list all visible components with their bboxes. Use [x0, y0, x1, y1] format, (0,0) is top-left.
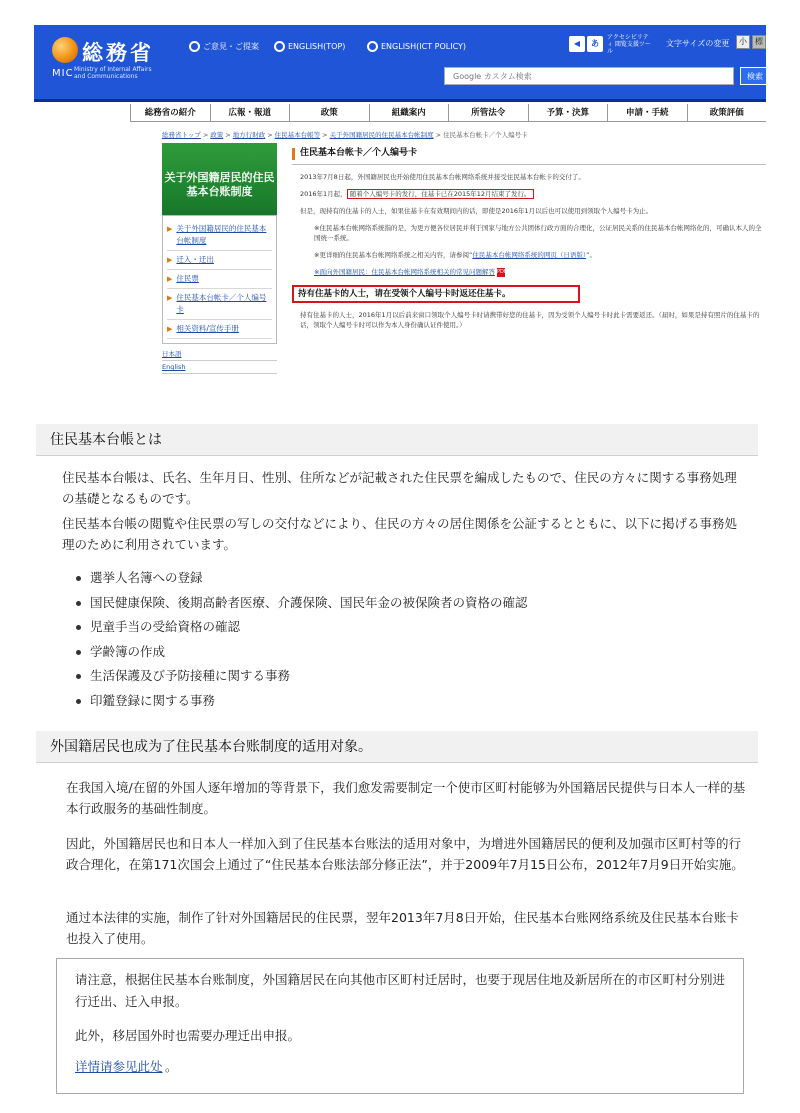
speaker-icon: ◀ [569, 36, 585, 52]
triangle-bullet-icon: ▶ [167, 294, 173, 302]
sidebar-item-system[interactable]: ▶ 关于外国籍居民的住民基本台帐制度 [167, 220, 272, 251]
triangle-bullet-icon: ▶ [167, 275, 173, 283]
logo-japanese: 総務省 [82, 41, 154, 65]
left-sidebar [162, 143, 277, 400]
section2-paragraph: 通过本法律的实施，制作了针对外国籍居民的住民票，翌年2013年7月8日开始，住民基本台账网络系统及住民基本台账卡也投入了使用。 [66, 910, 739, 946]
details-link-period: 。 [165, 1059, 178, 1074]
content-note [314, 267, 766, 277]
global-nav [130, 104, 766, 122]
content-note: ※更详细的住民基本台帐网络系统之相关内容，请参阅“住民基本台帐网络系统的网页（日语版）”。 [314, 251, 596, 259]
return-card-notice: 持有住基卡的人士，请在受领个人编号卡时返还住基卡。 [292, 285, 580, 303]
usage-list [72, 566, 732, 713]
language-links [162, 347, 277, 374]
content-paragraph: 2016年1月起， 随着个人编号卡的发行，住基卡已在2015年12月结束了发行。 [300, 189, 766, 199]
search-input[interactable] [444, 67, 734, 85]
content-heading: 住民基本台帐卡／个人编号卡 [292, 143, 766, 165]
font-size-small-button[interactable]: 小 [736, 35, 750, 49]
breadcrumb-item[interactable]: 关于外国籍居民的住民基本台帐制度 [329, 131, 434, 139]
triangle-bullet-icon: ▶ [167, 325, 173, 333]
nav-organization[interactable]: 組織案内 [369, 104, 449, 121]
site-header [34, 25, 766, 102]
juki-net-link[interactable]: 住民基本台帐网络系统的网页（日语版） [472, 251, 587, 259]
link-english-top[interactable]: ENGLISH(TOP) [274, 39, 345, 53]
nav-about[interactable]: 総務省の紹介 [130, 104, 210, 121]
notice-paragraph: 请注意，根据住民基本台账制度，外国籍居民在向其他市区町村迁居时，也要于现居住地及新居所在的市区町村分别进行迁出、迁入申报。 [75, 972, 726, 1009]
nav-policy[interactable]: 政策 [289, 104, 369, 121]
list-item: 選挙人名簿への登録 [72, 566, 732, 591]
link-english-ict[interactable]: ENGLISH(ICT POLICY) [367, 39, 466, 53]
breadcrumb-item[interactable]: 政策 [210, 131, 224, 139]
logo-english: Ministry of Internal Affairs and Communications [74, 66, 152, 80]
lang-link-japanese[interactable]: 日本語 [162, 347, 277, 361]
content-paragraph: 但是，现持有的住基卡的人士，如果住基卡在有效期间内的话，即使是2016年1月以后也可以使用到领取个人编号卡为止。 [300, 207, 653, 215]
font-size-label: 文字サイズの変更 [666, 39, 730, 48]
logo-emblem-icon [52, 37, 78, 63]
radio-bullet-icon [274, 41, 285, 52]
section1-paragraph: 住民基本台帳の閲覧や住民票の写しの交付などにより、住民の方々の居住関係を公証するとともに、以下に掲げる事務処理のために利用されています。 [62, 516, 738, 552]
list-item: 印鑑登録に関する事務 [72, 689, 732, 714]
font-size-standard-button[interactable]: 標 [752, 35, 766, 49]
details-link[interactable]: 详情请参见此处 [75, 1059, 163, 1074]
nav-evaluation[interactable]: 政策評価 [687, 104, 767, 121]
list-item: 学齢簿の作成 [72, 640, 732, 665]
breadcrumb-item[interactable]: 地方行財政 [232, 131, 266, 139]
faq-link[interactable]: ※面向外国籍居民：住民基本台帐网络系统相关的常见问题解答 [314, 268, 495, 276]
nav-applications[interactable]: 申請・手続 [607, 104, 687, 121]
main-content [292, 143, 766, 400]
content-note: ※住民基本台帐网络系统指的是，为更方便各位居民并利于国家与地方公共团体行政方面的合理化，公证居民关系的住民基本台帐网络化的，可确认本人的全国统一系统。 [314, 224, 762, 242]
sidebar-item-materials[interactable]: ▶ 相关资料/宣传手册 [167, 320, 272, 339]
search-button[interactable]: 検索 [740, 67, 766, 85]
triangle-bullet-icon: ▶ [167, 225, 173, 233]
content-paragraph: 2013年7月8日起，外国籍居民也开始使用住民基本台帐网络系统并接受住民基本台帐卡的交付了。 [300, 173, 585, 181]
section-heading-resident-register: 住民基本台帳とは [36, 424, 758, 456]
breadcrumb-item[interactable]: 住民基本台帳等 [274, 131, 321, 139]
list-item: 国民健康保険、後期高齢者医療、介護保険、国民年金の被保険者の資格の確認 [72, 591, 732, 616]
content-paragraph: 持有住基卡的人士，2016年1月以后前来窗口领取个人编号卡时请携带好您的住基卡，因为受领个人编号卡时此卡需要返还。（届时，如果是持有照片的住基卡的话，领取个人编号卡时可以作为本人身份确认证件使用。） [300, 311, 760, 329]
nav-laws[interactable]: 所管法令 [448, 104, 528, 121]
nav-press[interactable]: 広報・報道 [210, 104, 290, 121]
breadcrumb-current: 住民基本台帐卡／个人编号卡 [443, 131, 528, 139]
accessibility-tools[interactable]: ◀ あ アクセシビリティ 閲覧支援ツール [569, 35, 659, 53]
embedded-screenshot [34, 25, 766, 400]
breadcrumb: 総務省トップ > 政策 > 地方行財政 > 住民基本台帳等 > 关于外国籍居民的住民基本台帐制度 > 住民基本台帐卡／个人编号卡 [162, 131, 528, 139]
section1-paragraph: 住民基本台帳は、氏名、生年月日、性別、住所などが記載された住民票を編成したもので、住民の方々に関する事務処理の基礎となるものです。 [62, 470, 737, 506]
radio-bullet-icon [189, 41, 200, 52]
highlighted-notice: 随着个人编号卡的发行，住基卡已在2015年12月结束了发行。 [347, 189, 534, 199]
sidebar-item-moving[interactable]: ▶ 迁入・迁出 [167, 251, 272, 270]
radio-bullet-icon [367, 41, 378, 52]
breadcrumb-item[interactable]: 総務省トップ [162, 131, 201, 139]
sidebar-title: 关于外国籍居民的住民基本台账制度 [162, 143, 277, 215]
notice-box [56, 958, 744, 1094]
sidebar-item-card[interactable]: ▶ 住民基本台帐卡／个人编号卡 [167, 289, 272, 320]
pdf-icon: PDF [496, 268, 507, 275]
triangle-bullet-icon: ▶ [167, 256, 173, 264]
list-item: 児童手当の受給資格の確認 [72, 615, 732, 640]
notice-paragraph: 此外，移居国外时也需要办理迁出申报。 [75, 1028, 301, 1043]
reader-icon: あ [587, 36, 603, 52]
lang-link-english[interactable]: English [162, 361, 277, 374]
mic-logo[interactable] [52, 35, 162, 90]
section2-paragraph: 在我国入境/在留的外国人逐年增加的等背景下，我们愈发需要制定一个使市区町村能够为外国籍居民提供与日本人一样的基本行政服务的基础性制度。 [66, 780, 746, 816]
list-item: 生活保護及び予防接種に関する事務 [72, 664, 732, 689]
logo-mic: MIC [52, 68, 74, 79]
sidebar-menu [162, 215, 277, 344]
link-opinion[interactable]: ご意見・ご提案 [189, 39, 259, 53]
section-heading-foreign-residents: 外国籍居民也成为了住民基本台账制度的适用对象。 [36, 731, 758, 763]
section2-paragraph: 因此，外国籍居民也和日本人一样加入到了住民基本台账法的适用对象中，为增进外国籍居民的便利及加强市区町村等的行政合理化，在第171次国会上通过了“住民基本台账法部分修正法”，并于2009年7月15日公布，2012年7月9日开始实施。 [66, 836, 744, 872]
nav-budget[interactable]: 予算・決算 [528, 104, 608, 121]
sidebar-item-residence-record[interactable]: ▶ 住民票 [167, 270, 272, 289]
